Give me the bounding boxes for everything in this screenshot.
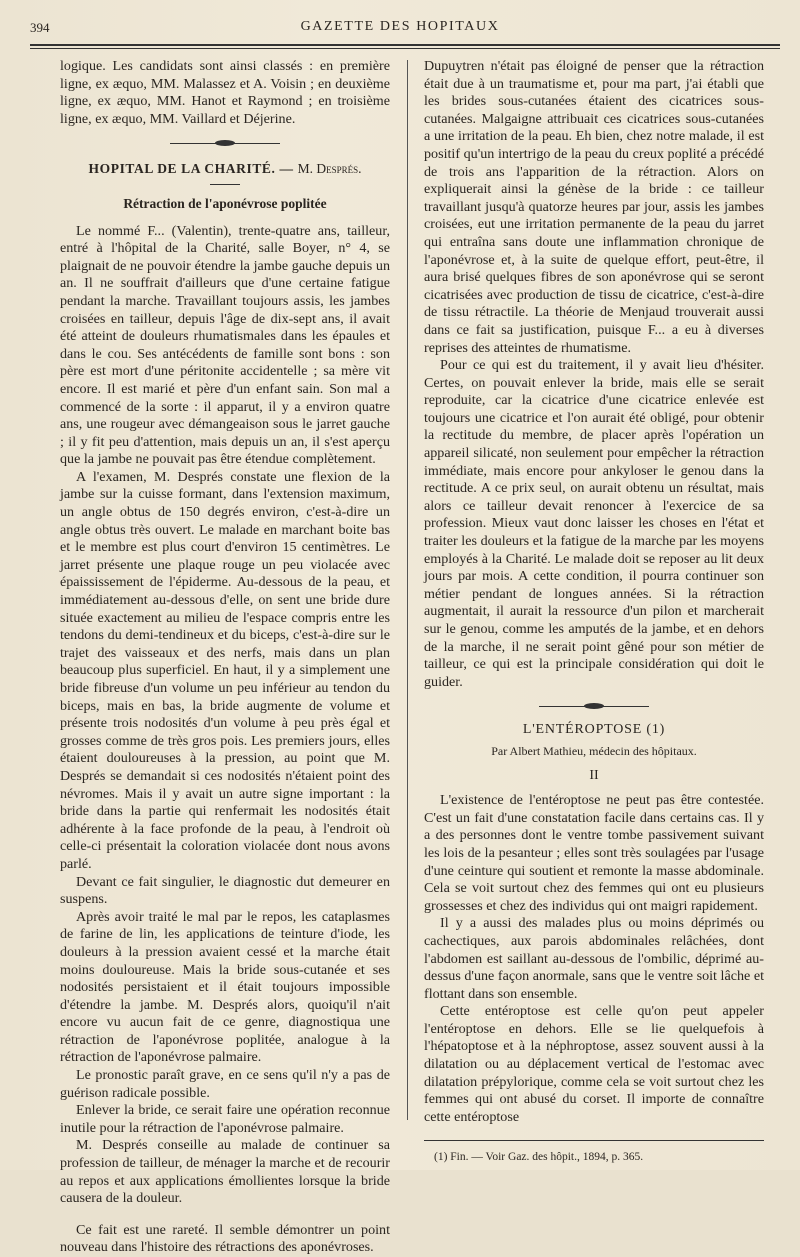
section-author: M. Després. (297, 161, 362, 177)
column-divider (407, 60, 408, 1120)
paragraph: Il y a aussi des malades plus ou moins déprimés ou cachectiques, aux parois abdominales relâchées, dont l'abdomen est saillant au-dessous de l'ombilic, déprimé au-dessus d'une façon anormale, sans que le ventre soit lâche et flottant dans son ensemble. (424, 915, 764, 1002)
header-rule-thin (30, 48, 780, 49)
short-rule (210, 184, 240, 185)
page-header (30, 16, 770, 42)
paragraph: Enlever la bride, ce serait faire une opération reconnue inutile pour la rétraction de l'aponévrose palmaire. (60, 1102, 390, 1136)
paragraph: Dupuytren n'était pas éloigné de penser que la rétraction était due à un traumatisme et, pour ma part, j'ai établi que les brides sous-cutanées étaient des cicatrices sous-cutanées. Malgaigne attribuait ces cicatrices sous-cutanées a une irritation de la peau. Eh bien, chez notre malade, il est positif qu'un intertrigo de la peau du creux poplité a précédé de trois ans l'apparition de la rétraction. Alors on expliquerait ainsi la génèse de la bride : ce tailleur travaillant jusqu'à quatorze heures par jour, assis les jambes croisées, eut une irritation permanente de la peau du jarret qui entraîna sans doute une inflammation chronique de l'aponévrose et, à la suite de quelque effort, peut-être, il aura brisé quelques fibres de son aponévrose qui se seront cicatrisées avec production de tissu de cicatrice, c'est-à-dire de tissu rétractile. La théorie de Menjaud trouverait aussi dans ce fait sa justification, puisque F... a eu à diverses reprises des atteintes de rhumatisme. (424, 58, 764, 356)
paragraph: Cette entéroptose est celle qu'on peut appeler l'entéroptose en dehors. Elle se lie quelquefois à l'hépatoptose et à la néphroptose, assez souvent aussi à la dilatation ou au déplacement vertical de l'estomac avec dilatation prépylorique, comme cela se voit surtout chez les femmes qui ont abusé du corset. Il importe de connaître cette entéroptose (424, 1003, 764, 1125)
paragraph: Après avoir traité le mal par le repos, les cataplasmes de farine de lin, les applications de teinture d'iode, les douleurs à la pression avaient cessé et la marche était moins douloureuse. Mais la bride sous-cutanée et ses nodosités persistaient et il était toujours impossible d'étendre la jambe. M. Després alors, quoiqu'il n'ait encore vu aucun fait de ce genre, diagnostiqua une rétraction de l'aponévrose poplitée, analogue à la rétraction de l'aponévrose palmaire. (60, 908, 390, 1066)
paragraph: Pour ce qui est du traitement, il y avait lieu d'hésiter. Certes, on pouvait enlever la bride, mais elle se serait reproduite, car la cicatrice d'une cicatrice enlevée est toujours une cicatrice et l'on aurait été obligé, pour obtenir la rectitude du membre, de placer après l'opération un appareil silicaté, non seulement pour empêcher la rétraction immédiate, mais encore pour ankyloser le genou dans la rectitude. A ce prix seul, on aurait obtenu un résultat, mais alors ce tailleur devait renoncer à l'exercice de sa profession. Mieux vaut donc laisser les choses en l'état et traiter les douleurs et la fatigue de la marche par les moyens employés à la Charité. Le malade doit se reposer au lit deux jours par mois. A cette condition, il pourra continuer son métier pendant de longues années. Si la rétraction augmentait, il aurait la ressource d'un pilon et marcherait sur le genou, comme les amputés de la jambe, et en dehors de la marche, il ne serait point gêné pour son métier de tailleur, ce qui est la principale considération qui doit le guider. (424, 357, 764, 690)
left-column (60, 58, 390, 1257)
paragraph: M. Després conseille au malade de continuer sa profession de tailleur, de ménager la marche et de recourir au repos et aux applications émollientes lorsque la bride causera de la douleur. (60, 1137, 390, 1207)
article-subtitle: Rétraction de l'aponévrose poplitée (123, 195, 327, 211)
paragraph: Le nommé F... (Valentin), trente-quatre ans, tailleur, entré à l'hôpital de la Charité, salle Boyer, n° 4, se plaignait de ne pouvoir étendre la jambe gauche depuis un an. Il ne souffrait d'ailleurs que d'une certaine fatigue pendant la marche. Travaillant toujours assis, les jambes croisées en tailleur, depuis l'âge de dix-sept ans, il avait été atteint de douleurs rhumatismales dans les épaules et dans le cou. Ses antécédents de famille sont bons : son père est mort d'une péritonite accidentelle ; sa mère vit encore. Il est marié et père d'un enfant sain. Son mal a commencé de la sorte : il apparut, il y a environ quatre ans, une rougeur avec démangeaison sous le jarret gauche ; il y fit peu d'attention, mais depuis un an, il s'est aperçu que la jambe ne pouvait pas être étendue complètement. (60, 222, 390, 468)
closing-paragraph: Ce fait est une rareté. Il semble démontrer un point nouveau dans l'histoire des rétractions des aponévroses. (60, 1221, 390, 1256)
paragraph: Devant ce fait singulier, le diagnostic dut demeurer en suspens. (60, 873, 390, 908)
journal-title: GAZETTE DES HOPITAUX (300, 19, 500, 34)
paragraph: A l'examen, M. Després constate une flexion de la jambe sur la cuisse formant, dans l'extension maximum, un angle obtus de 150 degrés environ, c'est-à-dire un angle obtus très ouvert. Le malade en marchant boite bas et le membre est plus court d'environ 15 centimètres. Le jarret présente une plaque rouge un peu violacée avec épaississement de l'épiderme. Au-dessous de la peau, et immédiatement au-dessous d'elle, on sent une bride dure située exactement au milieu de l'espace compris entre les tendons du demi-tendineux et du biceps, c'est-à-dire sur le trajet des vaisseaux et des nerfs, mais dans un plan beaucoup plus superficiel. En haut, il y a simplement une bride fibreuse d'un volume un peu inférieur au tendon du biceps, mais en bas, la bride augmente de volume et présente trois nodosités d'un volume à peu près égal et grosses comme de très gros pois. Les premiers jours, elles étaient douloureuses à la pression, au point que M. Després se demandait si ces nodosités n'étaient point des névromes. Mais il y avait un autre signe important : la bride dans la partie qui renfermait les nodosités était adhérente à la face profonde de la peau, à l'endroit où celle-ci présentait la coloration violacée dont nous avons parlé. (60, 468, 390, 872)
spacer (60, 1208, 390, 1222)
right-column (424, 58, 764, 1167)
footnote: (1) Fin. — Voir Gaz. des hôpit., 1894, p. 365. (434, 1151, 644, 1164)
ornamental-separator (170, 140, 280, 146)
article-part-number: II (589, 767, 599, 783)
paragraph: L'existence de l'entéroptose ne peut pas être contestée. C'est un fait d'une constatation facile dans certains cas. Il y a des personnes dont le ventre tombe passivement suivant les lois de la pesanteur ; elles sont très soulagées par l'usage d'une ceinture qui soutient et remonte la masse abdominale. Cela se voit surtout chez des femmes qui ont eu plusieurs grossesses et chez des individus qui ont maigri rapidement. (424, 792, 764, 914)
footnote-rule (424, 1140, 764, 1141)
section-title: HOPITAL DE LA CHARITÉ. — (88, 161, 298, 177)
ornamental-separator (539, 703, 649, 709)
article-title: L'ENTÉROPTOSE (1) (522, 722, 666, 738)
section-heading (60, 160, 390, 178)
paragraph: Le pronostic paraît grave, en ce sens qu'il n'y a pas de guérison radicale possible. (60, 1067, 390, 1101)
article-byline: Par Albert Mathieu, médecin des hôpitaux. (491, 743, 697, 758)
page-number: 394 (30, 20, 50, 35)
intro-paragraph: logique. Les candidats sont ainsi classés : en première ligne, ex æquo, MM. Malassez et A. Voisin ; en deuxième ligne, ex æquo, MM. Hanot et Raymond ; en troisième ligne, ex æquo, MM. Vaillard et Déjerine. (60, 58, 390, 127)
header-rule (30, 44, 780, 46)
